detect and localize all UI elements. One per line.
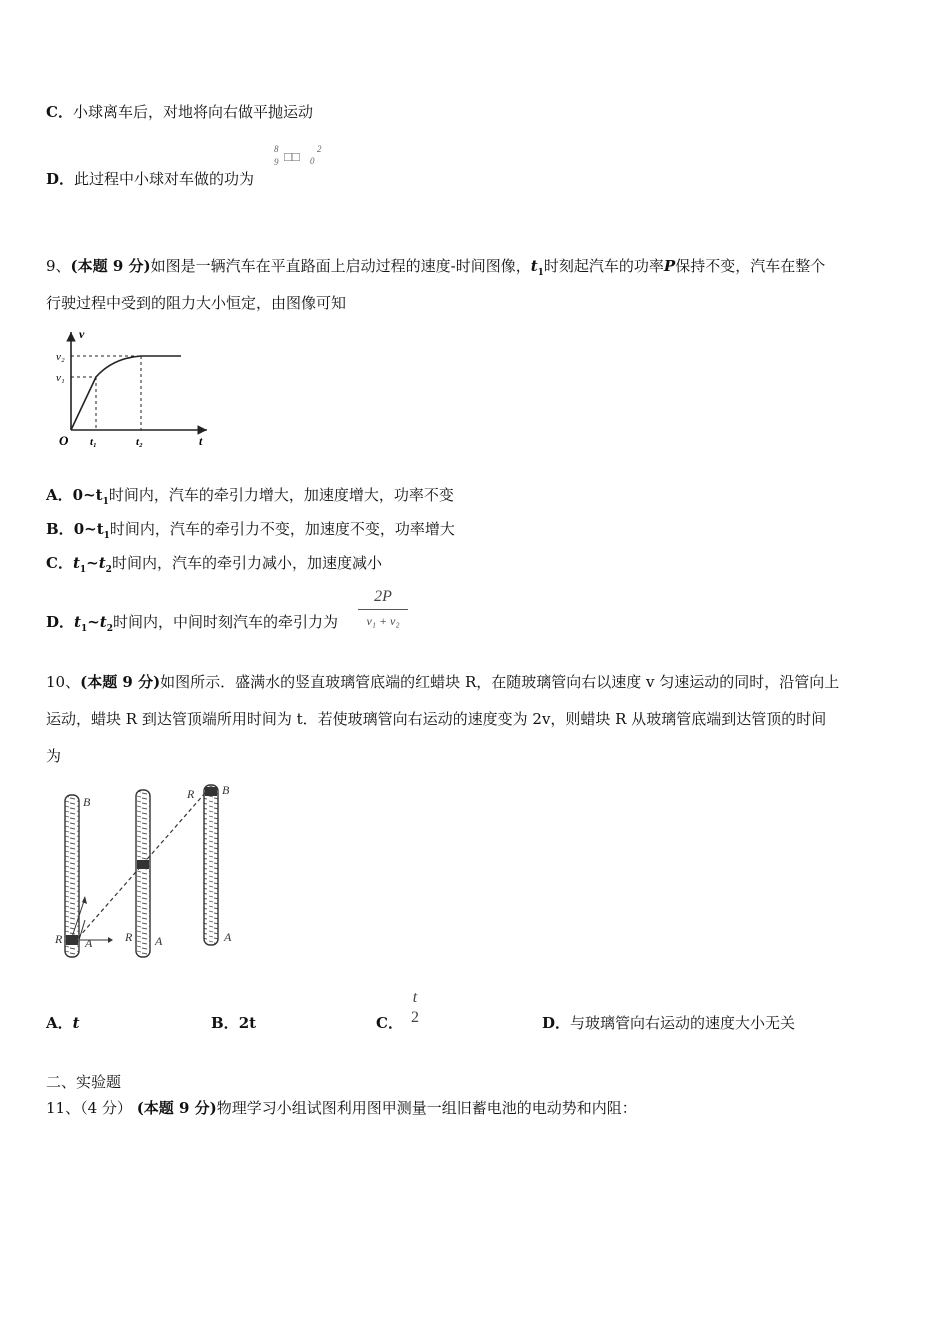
tube-1 xyxy=(54,795,113,957)
q9-stem-line2 xyxy=(46,293,346,313)
label-a: A xyxy=(85,936,93,950)
q8-option-c xyxy=(46,102,313,122)
q10-option-c xyxy=(376,1013,403,1033)
q10-stem-line1 xyxy=(46,672,839,692)
formula-sup: 2 xyxy=(317,144,322,154)
stem-text: 物理学习小组试图利用图甲测量一组旧蓄电池的电动势和内阻： xyxy=(216,1099,637,1117)
stem-text: 行驶过程中受到的阻力大小恒定，由图像可知 xyxy=(46,294,347,312)
option-label: C． xyxy=(46,554,73,572)
option-label: A． xyxy=(46,1014,73,1032)
wax-block xyxy=(205,787,217,796)
section-title-text: 二、实验题 xyxy=(46,1073,122,1091)
option-range: t xyxy=(99,613,107,631)
stem-text: 如图是一辆汽车在平直路面上启动过程的速度-时间图像， xyxy=(150,257,531,275)
t-axis-label: t xyxy=(199,434,203,448)
label-b: B xyxy=(83,795,91,809)
var-p: P xyxy=(663,257,676,275)
q10-option-a xyxy=(46,1013,80,1033)
option-range: t xyxy=(98,554,106,572)
tube-2 xyxy=(124,790,163,957)
option-range: t xyxy=(74,613,81,631)
option-range: 0~t xyxy=(72,486,103,504)
formula-den: 9 xyxy=(274,157,279,167)
option-text: 时间内，汽车的牵引力不变，加速度不变，功率增大 xyxy=(109,520,455,538)
stem-text: 保持不变，汽车在整个 xyxy=(675,257,826,275)
velocity-time-graph xyxy=(55,326,215,451)
q10-option-d xyxy=(542,1013,795,1033)
tube-3 xyxy=(186,783,232,945)
var-t: t xyxy=(530,257,538,275)
formula-sub: 0 xyxy=(310,156,315,166)
option-label: B． xyxy=(46,520,74,538)
question-number: 9、 xyxy=(46,257,71,275)
fraction-denominator: 2 xyxy=(411,1009,419,1026)
option-label: C． xyxy=(376,1014,403,1032)
option-text: 时间内，汽车的牵引力减小，加速度减小 xyxy=(111,554,382,572)
q11-stem xyxy=(46,1098,637,1118)
v1-label: v₁ xyxy=(56,372,65,384)
option-sub: 2 xyxy=(106,624,113,634)
question-tag: (本题 9 分) xyxy=(136,1099,217,1117)
q9-option-a xyxy=(46,485,454,512)
option-sub: 1 xyxy=(80,624,88,634)
fraction-numerator: t xyxy=(412,989,418,1006)
question-number: 11、 xyxy=(46,1099,81,1117)
option-label: C． xyxy=(46,103,73,121)
label-r: R xyxy=(187,787,195,801)
option-label: A． xyxy=(46,486,73,504)
q9-option-c xyxy=(46,553,382,580)
option-range: t xyxy=(72,554,80,572)
stem-text: 如图所示．盛满水的竖直玻璃管底端的红蜡块 R，在随玻璃管向右以速度 v 匀速运动的同时，沿管向上 xyxy=(160,673,840,691)
v2-label: v₂ xyxy=(56,351,65,363)
question-tag: (本题 9 分) xyxy=(80,673,161,691)
option-text: 小球离车后，对地将向右做平抛运动 xyxy=(72,103,313,121)
glass-tube-figure xyxy=(52,780,247,960)
fraction-numerator: 2P xyxy=(374,588,392,605)
option-label: D． xyxy=(46,170,75,188)
q9-option-d xyxy=(46,612,338,639)
question-tag: (本题 9 分) xyxy=(70,257,151,275)
q9-option-b xyxy=(46,519,455,546)
option-label: B． xyxy=(211,1014,239,1032)
option-sub: 2 xyxy=(105,565,112,575)
origin-label: O xyxy=(59,433,69,448)
q9-d-fraction xyxy=(358,588,408,629)
option-sub: 1 xyxy=(103,531,110,541)
stem-text: 时刻起汽车的功率 xyxy=(543,257,664,275)
label-a: A xyxy=(224,930,232,944)
option-label: D． xyxy=(542,1014,571,1032)
q9-stem-line1 xyxy=(46,256,825,283)
q10-option-b xyxy=(211,1013,256,1033)
var-sub: 1 xyxy=(537,268,544,278)
option-sub: 1 xyxy=(102,497,109,507)
fraction-denominator: v₁ + v₂ xyxy=(366,614,400,628)
option-text: 此过程中小球对车做的功为 xyxy=(74,170,255,188)
label-b: B xyxy=(222,783,230,797)
label-r: R xyxy=(55,932,63,946)
q10-c-fraction xyxy=(405,989,425,1026)
q8-option-d xyxy=(46,169,254,189)
stem-text: 运动，蜡块 R 到达管顶端所用时间为 t．若使玻璃管向右运动的速度变为 2v，则蜡块 R 从玻璃管底端到达管顶的时间 xyxy=(46,710,827,728)
option-tilde: ~ xyxy=(87,613,100,631)
fraction-bar xyxy=(358,609,408,610)
v-axis-label: v xyxy=(79,327,85,341)
section-title xyxy=(46,1072,121,1092)
option-text: 时间内，中间时刻汽车的牵引力为 xyxy=(113,613,339,631)
option-text: 与玻璃管向右运动的速度大小无关 xyxy=(570,1014,796,1032)
option-label: D． xyxy=(46,613,75,631)
option-tilde: ~ xyxy=(86,554,99,572)
option-sub: 1 xyxy=(79,565,87,575)
formula-boxes: □□ xyxy=(284,149,300,164)
q10-stem-line3 xyxy=(46,746,61,766)
option-text: 时间内，汽车的牵引力增大，加速度增大，功率不变 xyxy=(108,486,454,504)
label-a: A xyxy=(155,934,163,948)
question-score: （4 分） xyxy=(80,1099,132,1117)
t1-label: t₁ xyxy=(90,436,97,448)
velocity-curve xyxy=(71,356,181,430)
q10-stem-line2 xyxy=(46,709,826,729)
option-text: 2t xyxy=(238,1014,257,1032)
stem-text: 为 xyxy=(46,747,62,765)
option-text: t xyxy=(72,1014,80,1032)
formula-num: 8 xyxy=(274,144,279,154)
t2-label: t₂ xyxy=(136,436,143,448)
question-number: 10、 xyxy=(46,673,81,691)
option-range: 0~t xyxy=(73,520,104,538)
label-r: R xyxy=(125,930,133,944)
